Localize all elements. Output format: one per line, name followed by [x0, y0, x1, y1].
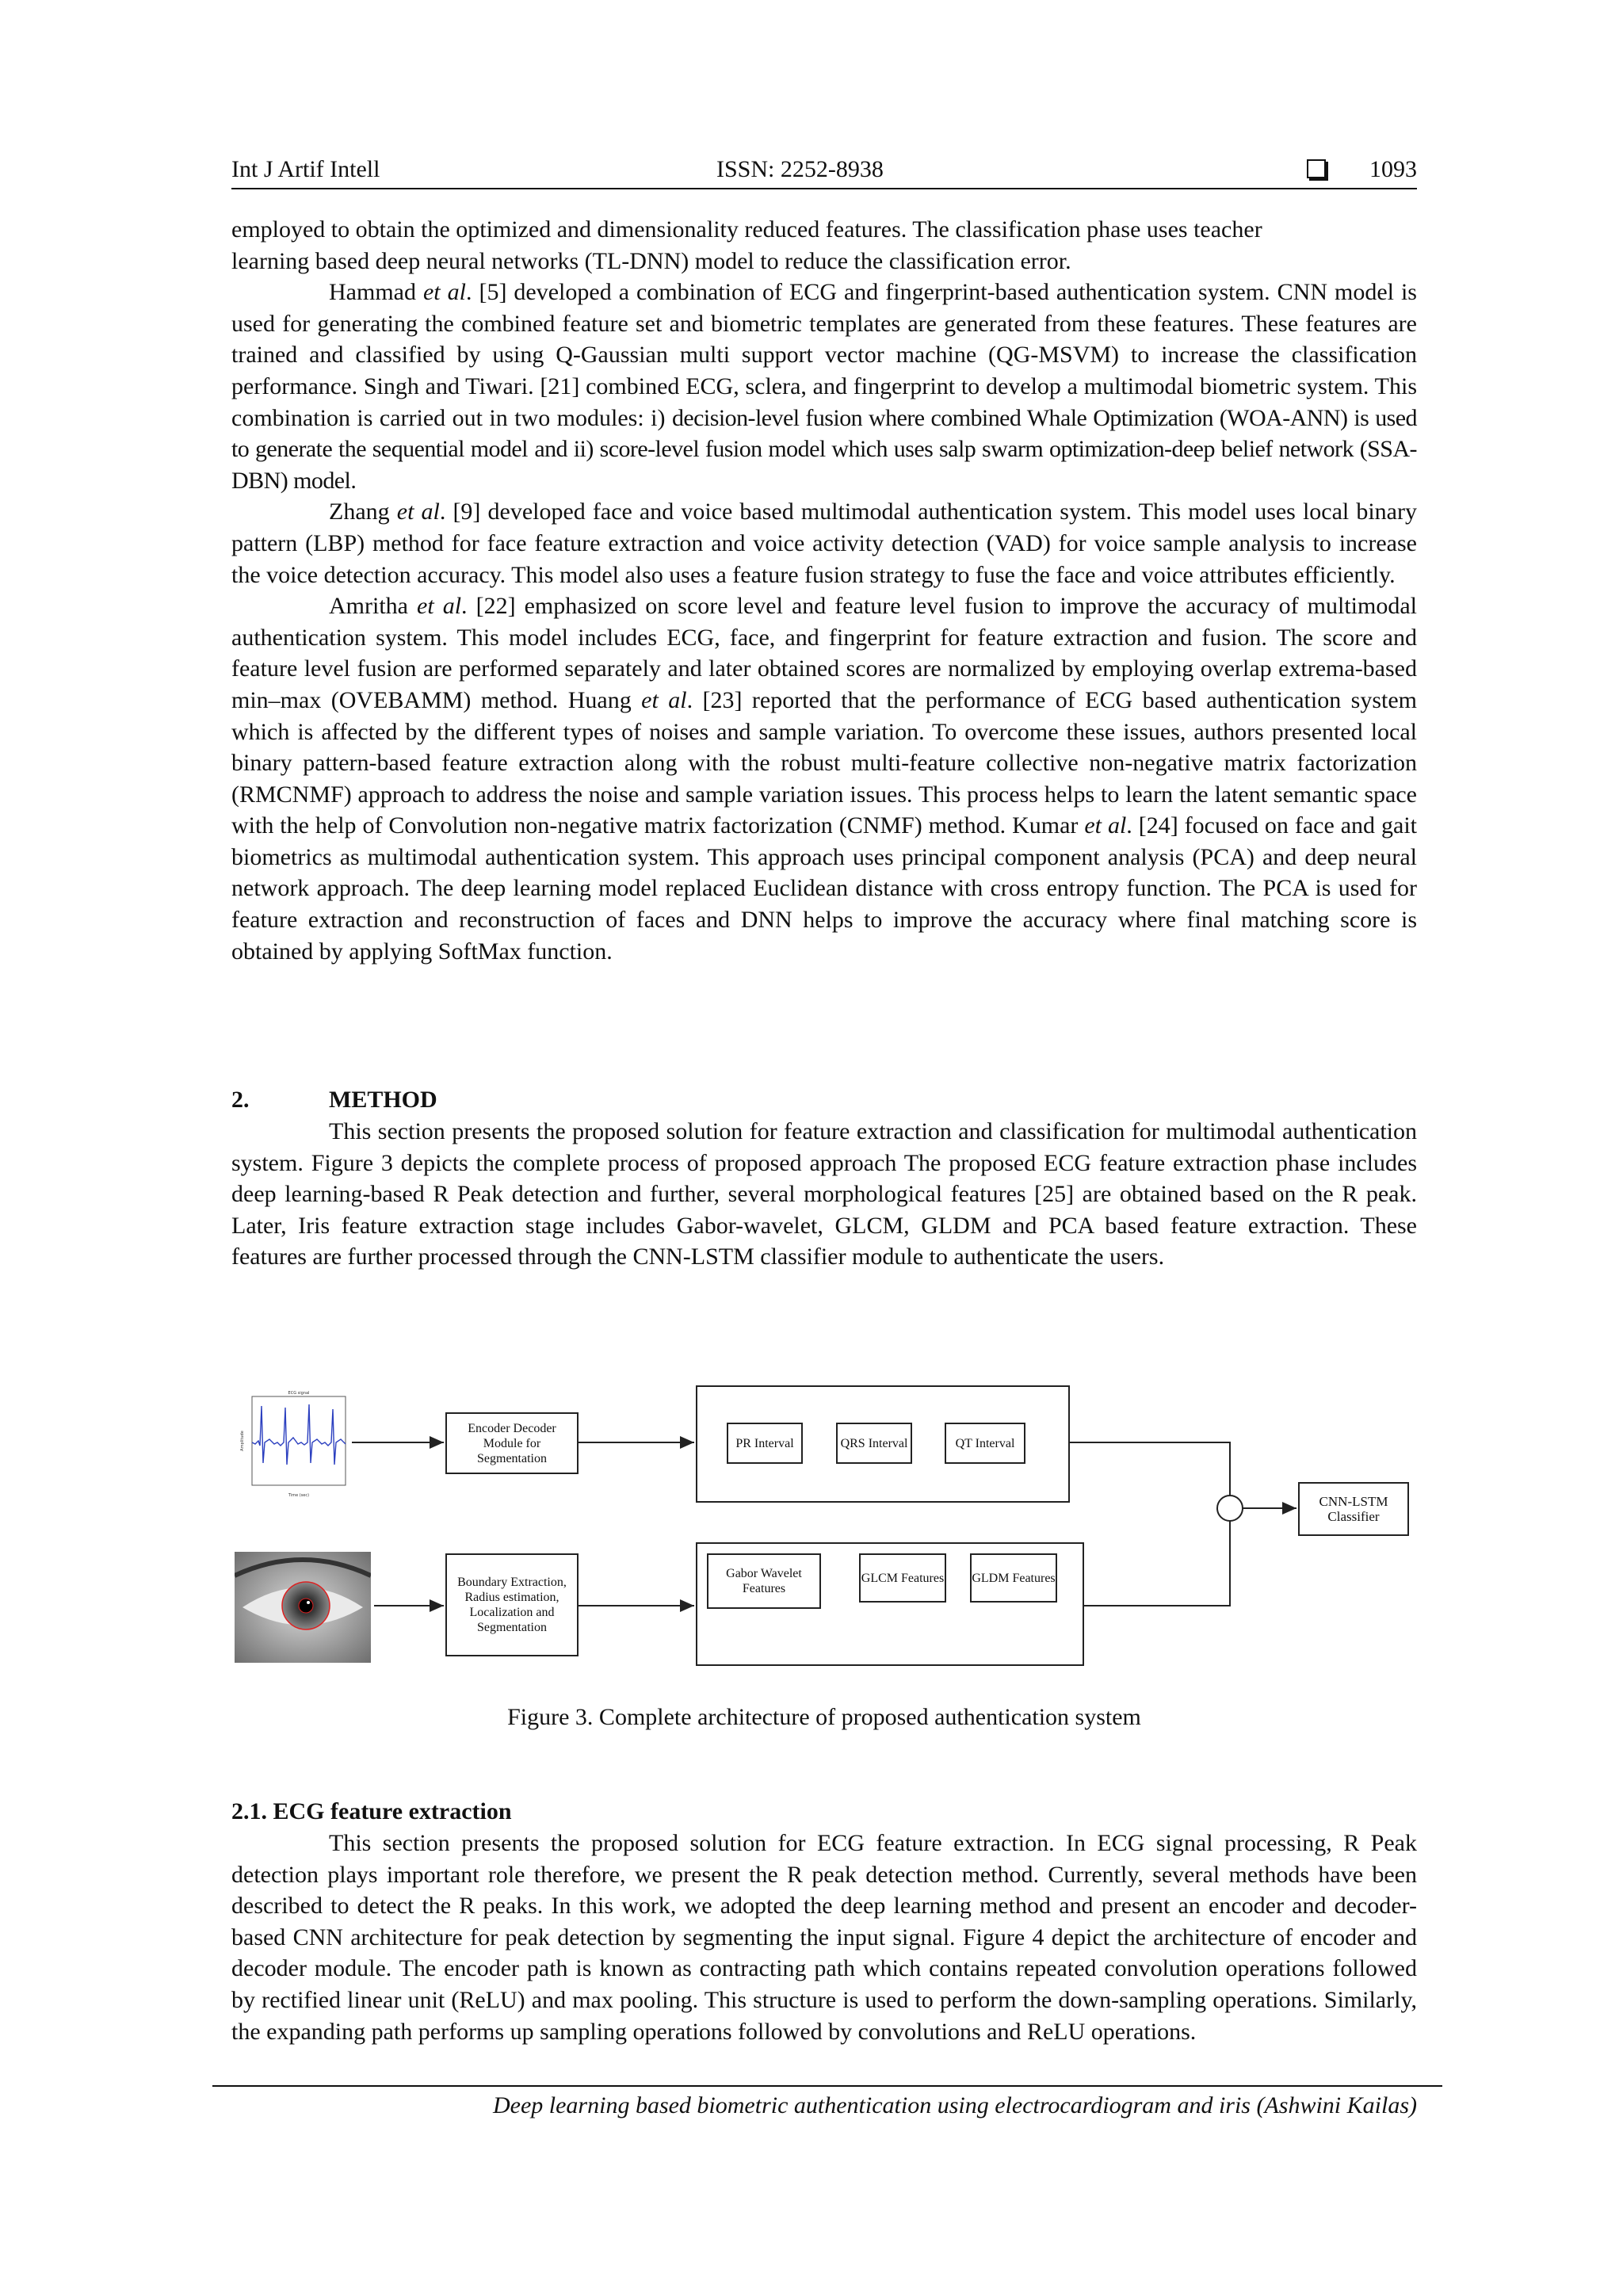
para2-text: . [9] developed face and voice based multimodal authentication system. This model uses local binary pattern (LBP) method for face feature extraction and voice activity detection (VAD) for voice sample analysis to increase the voice detection accuracy. This model also uses a feature fusion strategy to fuse the face and voice attributes efficiently. [231, 499, 1417, 588]
gabor-wavelet-box: Gabor Wavelet Features [707, 1553, 821, 1609]
para3-text2: . [23] reported that the performance of ECG based authentication system which is affected by the different types of noises and sample variation. To overcome these issues, authors presented local binary pattern-based feature extraction along with the robust multi-feature collective non-negative matrix factorization (RMCNMF) approach to address the noise and sample variation issues. This process helps to learn the latent semantic space with the help of Convolution non-negative matrix factorization (CNMF) method. Kumar [231, 686, 1417, 839]
encoder-decoder-box: Encoder Decoder Module for Segmentation [445, 1412, 579, 1474]
para3-etal2: et al [641, 686, 687, 713]
section-2-1-paragraph: This section presents the proposed solution for ECG feature extraction. In ECG signal processing, R Peak detection plays important role therefore, we present the R peak detection method. Currently, several methods have been described to detect the R peaks. In this work, we adopted the deep learning method and present an encoder and decoder-based CNN architecture for peak detection by segmenting the input signal. Figure 4 depict the architecture of encoder and decoder module. The encoder path is known as contracting path which contains repeated convolution operations followed by rectified linear unit (ReLU) and max pooling. This structure is used to perform the down-sampling operations. Similarly, the expanding path performs up sampling operations followed by convolutions and ReLU operations. [231, 1830, 1417, 2045]
para1-etal: et al [422, 279, 466, 306]
ecg-plot-ylabel: Amplitude [240, 1431, 245, 1451]
fusion-node [1217, 1496, 1243, 1521]
gldm-box: GLDM Features [970, 1553, 1057, 1603]
running-header [231, 155, 1417, 190]
header-rule [231, 188, 1417, 189]
journal-name: Int J Artif Intell [231, 156, 380, 182]
pr-interval-box: PR Interval [727, 1423, 803, 1464]
iris-image [235, 1552, 371, 1663]
para3-lead: Amritha [329, 593, 418, 620]
ecg-plot-title: ECG signal [288, 1391, 310, 1396]
cnn-lstm-classifier-box: CNN-LSTM Classifier [1298, 1482, 1409, 1536]
qrs-interval-box: QRS Interval [836, 1423, 912, 1464]
section-2-title: METHOD [329, 1087, 437, 1113]
section-2-number: 2. [231, 1087, 250, 1113]
section-2-heading [231, 1084, 437, 1115]
section-2-1-text [231, 1828, 1417, 2047]
para3-text1: . [22] emphasized on score level and feature level fusion to improve the accuracy of multimodal authentication system. This model includes ECG, face, and fingerprint for feature extraction and fusion. The score and feature level fusion are performed separately and later obtained scores are normalized by employing overlap extrema-based min–max (OVEBAMM) method. Huang [231, 593, 1417, 713]
para1 [231, 277, 1417, 496]
footer-rule [212, 2085, 1442, 2087]
para0-line1: employed to obtain the optimized and dimensionality reduced features. The classification phase uses teacher [231, 216, 1262, 243]
para3-etal3: et al [1084, 812, 1127, 839]
ecg-plot-xlabel: Time (sec) [288, 1493, 310, 1498]
ecg-signal-plot [238, 1387, 349, 1499]
para1-text: . [5] developed a combination of ECG and fingerprint-based authentication system. CNN model is used for generating the combined feature set and biometric templates are generated from these features. These features are trained and classified by using Q-Gaussian multi support vector machine (QG-MSVM) to increase the classification performance. Singh and Tiwari. [21] combined ECG, sclera, and fingerprint to develop a multimodal biometric system. This combination is carried out in two modules: i) [231, 279, 1417, 431]
section-2-1-heading: 2.1. ECG feature extraction [231, 1798, 512, 1824]
para2-etal: et al [396, 499, 440, 525]
page-number: 1093 [1369, 156, 1417, 182]
figure-3 [231, 1379, 1420, 1672]
para2-lead: Zhang [329, 499, 397, 525]
section-2-text [231, 1116, 1417, 1273]
intro-text [231, 214, 1417, 967]
boundary-extraction-box: Boundary Extraction, Radius estimation, Localization and Segmentation [445, 1553, 579, 1656]
square-bullet-icon [1307, 159, 1326, 178]
glcm-box: GLCM Features [859, 1553, 946, 1603]
para0-line2: learning based deep neural networks (TL-DNN) model to reduce the classification error. [231, 247, 1071, 274]
para1-tight1: decision-level fusion where combined Whale Optimization (WOA-ANN) is used to generate the sequential model [231, 404, 1417, 463]
qt-interval-box: QT Interval [945, 1423, 1025, 1464]
para0 [231, 214, 1417, 277]
para2 [231, 496, 1417, 590]
running-footer: Deep learning based biometric authentication using electrocardiogram and iris (Ashwini Kailas) [492, 2092, 1417, 2118]
para3 [231, 590, 1417, 967]
issn: ISSN: 2252-8938 [716, 156, 884, 182]
para1-tight2: and ii) score-level fusion model which uses salp swarm optimization-deep belief network (SSA-DBN) model. [231, 436, 1417, 494]
para3-text3: . [24] focused on face and gait biometrics as multimodal authentication system. This approach uses principal component analysis (PCA) and deep neural network approach. The deep learning model replaced Euclidean distance with cross entropy function. The PCA is used for feature extraction and reconstruction of faces and DNN helps to improve the accuracy where final matching score is obtained by applying SoftMax function. [231, 812, 1417, 965]
para1-lead: Hammad [329, 279, 423, 306]
para3-etal1: et al [417, 593, 462, 620]
section-2-paragraph: This section presents the proposed solution for feature extraction and classification for multimodal authentication system. Figure 3 depicts the complete process of proposed approach The proposed ECG feature extraction phase includes deep learning-based R Peak detection and further, several morphological features [25] are obtained based on the R peak. Later, Iris feature extraction stage includes Gabor-wavelet, GLCM, GLDM and PCA based feature extraction. These features are further processed through the CNN-LSTM classifier module to authenticate the users. [231, 1118, 1417, 1270]
figure-3-caption: Figure 3. Complete architecture of proposed authentication system [507, 1704, 1141, 1730]
